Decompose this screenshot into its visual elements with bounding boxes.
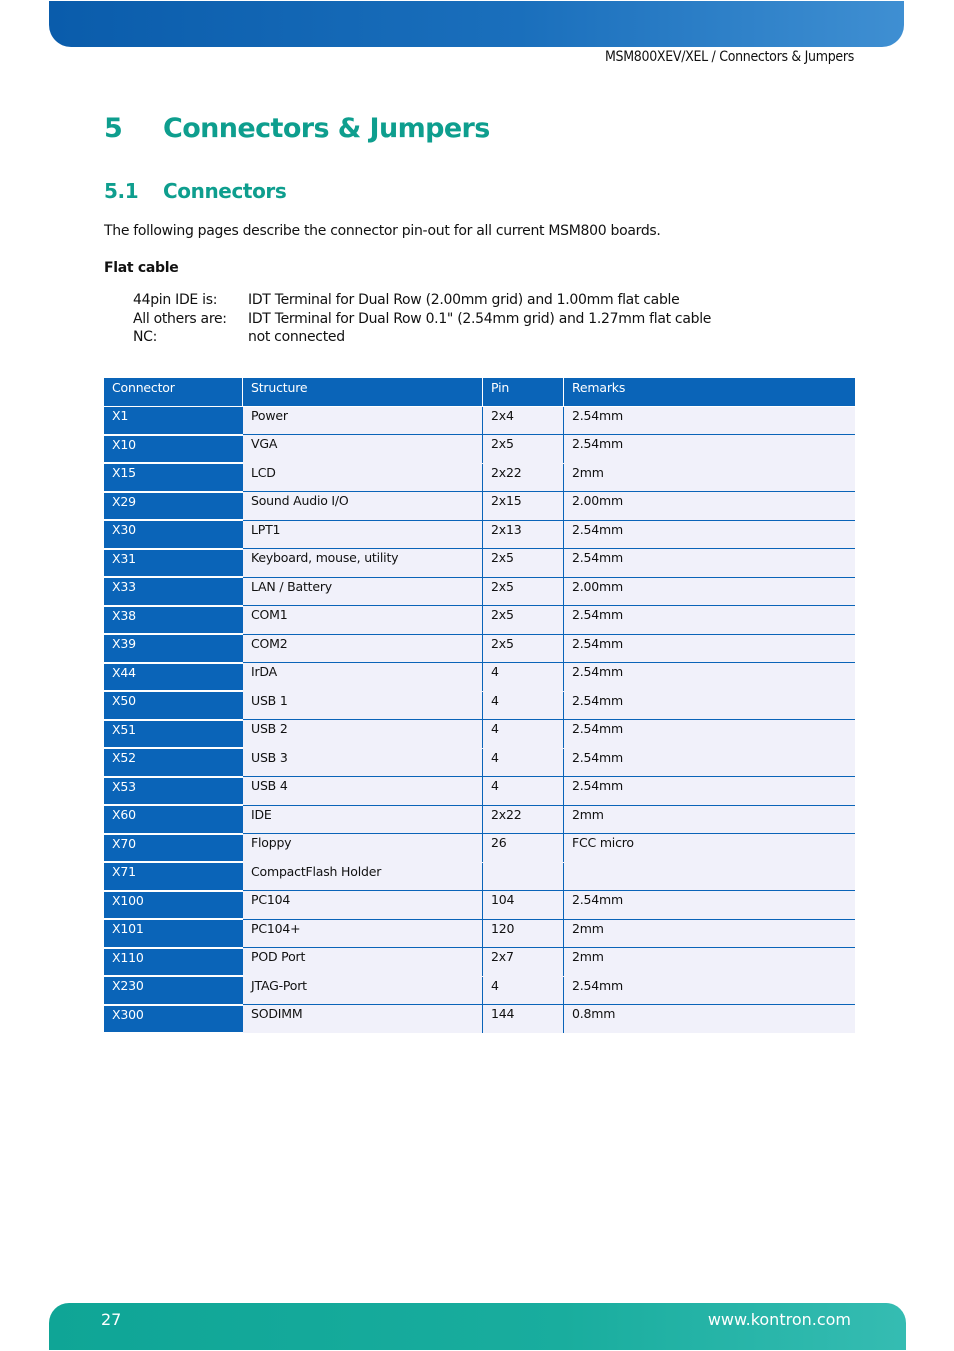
intro-paragraph: The following pages describe the connector pin-out for all current MSM800 boards. <box>104 223 661 239</box>
cell-structure: CompactFlash Holder <box>243 862 483 891</box>
table-row <box>104 777 855 806</box>
definition-term: 44pin IDE is: <box>133 292 218 308</box>
table-row <box>104 1005 855 1034</box>
table-row <box>104 720 855 749</box>
cell-connector: X52 <box>104 748 243 777</box>
cell-remarks: 2.54mm <box>564 976 856 1005</box>
cell-remarks: 2.54mm <box>564 606 856 635</box>
cell-connector: X10 <box>104 435 243 464</box>
cell-structure: Sound Audio I/O <box>243 492 483 521</box>
table-row <box>104 435 855 464</box>
cell-connector: X29 <box>104 492 243 521</box>
cell-connector: X38 <box>104 606 243 635</box>
cell-structure: VGA <box>243 435 483 464</box>
table-header-row <box>104 378 855 407</box>
section-number: 5.1 <box>104 179 139 203</box>
cell-pin: 4 <box>483 777 564 806</box>
definition-row <box>133 329 711 348</box>
cell-connector: X100 <box>104 891 243 920</box>
cell-remarks <box>564 862 856 891</box>
cell-connector: X50 <box>104 691 243 720</box>
cell-pin <box>483 862 564 891</box>
cell-remarks: 2.54mm <box>564 720 856 749</box>
table-row <box>104 606 855 635</box>
cell-pin: 2x13 <box>483 520 564 549</box>
cell-connector: X300 <box>104 1005 243 1034</box>
running-header: MSM800XEV/XEL / Connectors & Jumpers <box>604 49 854 65</box>
cell-connector: X15 <box>104 463 243 492</box>
definition-desc: IDT Terminal for Dual Row 0.1" (2.54mm grid) and 1.27mm flat cable <box>248 310 712 327</box>
cell-pin: 2x7 <box>483 948 564 977</box>
cell-remarks: 2.54mm <box>564 891 856 920</box>
cell-pin: 2x5 <box>483 435 564 464</box>
cell-pin: 2x5 <box>483 549 564 578</box>
cell-connector: X53 <box>104 777 243 806</box>
definition-desc: not connected <box>248 329 345 345</box>
page-number: 27 <box>101 1310 122 1329</box>
cell-pin: 2x15 <box>483 492 564 521</box>
cell-structure: PC104 <box>243 891 483 920</box>
cell-structure: LAN / Battery <box>243 577 483 606</box>
cell-pin: 104 <box>483 891 564 920</box>
cell-pin: 2x22 <box>483 805 564 834</box>
section-title <box>104 179 286 203</box>
cell-pin: 2x5 <box>483 634 564 663</box>
table-row <box>104 919 855 948</box>
cell-structure: POD Port <box>243 948 483 977</box>
definition-term: NC: <box>133 329 158 345</box>
cell-connector: X39 <box>104 634 243 663</box>
cell-remarks: 2.00mm <box>564 577 856 606</box>
column-header-pin: Pin <box>483 378 564 407</box>
cell-connector: X51 <box>104 720 243 749</box>
top-banner <box>49 1 904 47</box>
cell-pin: 4 <box>483 748 564 777</box>
column-header-structure: Structure <box>243 378 483 407</box>
chapter-title-text: Connectors & Jumpers <box>163 113 490 144</box>
cell-structure: Power <box>243 407 483 435</box>
cell-structure: IDE <box>243 805 483 834</box>
cell-pin: 4 <box>483 976 564 1005</box>
cell-structure: LPT1 <box>243 520 483 549</box>
cell-structure: LCD <box>243 463 483 492</box>
cell-pin: 120 <box>483 919 564 948</box>
table-row <box>104 577 855 606</box>
website-link[interactable]: www.kontron.com <box>707 1310 851 1329</box>
flat-cable-definitions <box>133 292 711 348</box>
table-row <box>104 862 855 891</box>
definition-term: All others are: <box>133 310 227 327</box>
cell-connector: X60 <box>104 805 243 834</box>
table-row <box>104 948 855 977</box>
cell-connector: X110 <box>104 948 243 977</box>
column-header-remarks: Remarks <box>564 378 856 407</box>
cell-structure: PC104+ <box>243 919 483 948</box>
chapter-title <box>104 113 490 144</box>
cell-connector: X31 <box>104 549 243 578</box>
cell-structure: COM2 <box>243 634 483 663</box>
column-header-connector: Connector <box>104 378 243 407</box>
table-row <box>104 492 855 521</box>
cell-remarks: 2mm <box>564 805 856 834</box>
table-row <box>104 691 855 720</box>
connector-table <box>104 378 855 1034</box>
table-row <box>104 634 855 663</box>
cell-structure: Floppy <box>243 834 483 863</box>
cell-remarks: 2.54mm <box>564 691 856 720</box>
cell-connector: X71 <box>104 862 243 891</box>
cell-structure: COM1 <box>243 606 483 635</box>
cell-remarks: 2mm <box>564 463 856 492</box>
cell-remarks: 2.00mm <box>564 492 856 521</box>
connector-table-body <box>104 407 855 1034</box>
cell-remarks: 2.54mm <box>564 777 856 806</box>
cell-remarks: 2.54mm <box>564 549 856 578</box>
cell-pin: 2x4 <box>483 407 564 435</box>
cell-pin: 2x5 <box>483 606 564 635</box>
table-row <box>104 891 855 920</box>
cell-structure: USB 4 <box>243 777 483 806</box>
cell-structure: Keyboard, mouse, utility <box>243 549 483 578</box>
cell-remarks: 2.54mm <box>564 748 856 777</box>
cell-structure: USB 1 <box>243 691 483 720</box>
cell-connector: X1 <box>104 407 243 435</box>
table-row <box>104 549 855 578</box>
definition-desc: IDT Terminal for Dual Row (2.00mm grid) and 1.00mm flat cable <box>248 292 680 308</box>
cell-structure: SODIMM <box>243 1005 483 1034</box>
cell-remarks: 2mm <box>564 919 856 948</box>
table-row <box>104 663 855 692</box>
cell-remarks: 2mm <box>564 948 856 977</box>
cell-remarks: 0.8mm <box>564 1005 856 1034</box>
cell-connector: X33 <box>104 577 243 606</box>
cell-structure: USB 3 <box>243 748 483 777</box>
table-row <box>104 520 855 549</box>
definition-row <box>133 292 711 311</box>
cell-connector: X44 <box>104 663 243 692</box>
cell-pin: 26 <box>483 834 564 863</box>
table-row <box>104 834 855 863</box>
table-row <box>104 805 855 834</box>
table-row <box>104 407 855 435</box>
section-title-text: Connectors <box>163 179 287 203</box>
cell-pin: 2x5 <box>483 577 564 606</box>
cell-structure: USB 2 <box>243 720 483 749</box>
table-row <box>104 748 855 777</box>
flat-cable-heading: Flat cable <box>104 260 179 276</box>
cell-remarks: FCC micro <box>564 834 856 863</box>
cell-connector: X30 <box>104 520 243 549</box>
cell-pin: 4 <box>483 720 564 749</box>
cell-connector: X70 <box>104 834 243 863</box>
cell-structure: JTAG-Port <box>243 976 483 1005</box>
cell-pin: 4 <box>483 663 564 692</box>
definition-row <box>133 311 711 330</box>
table-row <box>104 976 855 1005</box>
cell-connector: X101 <box>104 919 243 948</box>
cell-remarks: 2.54mm <box>564 407 856 435</box>
cell-pin: 4 <box>483 691 564 720</box>
cell-remarks: 2.54mm <box>564 520 856 549</box>
chapter-number: 5 <box>104 113 123 144</box>
table-row <box>104 463 855 492</box>
cell-pin: 144 <box>483 1005 564 1034</box>
cell-remarks: 2.54mm <box>564 634 856 663</box>
cell-pin: 2x22 <box>483 463 564 492</box>
cell-remarks: 2.54mm <box>564 663 856 692</box>
cell-structure: IrDA <box>243 663 483 692</box>
cell-connector: X230 <box>104 976 243 1005</box>
cell-remarks: 2.54mm <box>564 435 856 464</box>
